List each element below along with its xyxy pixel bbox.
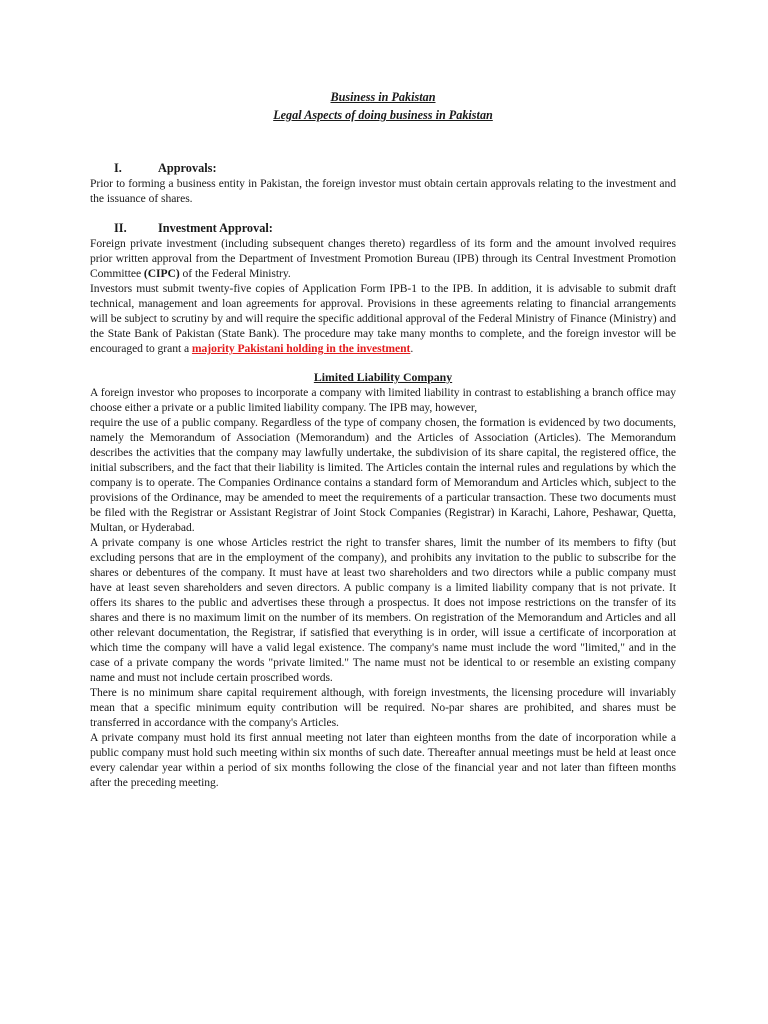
majority-holding-link[interactable]: majority Pakistani holding in the investment xyxy=(191,342,411,355)
section-number: II. xyxy=(114,221,127,235)
limited-liability-paragraph-4: A private company must hold its first annual meeting not later than eighteen months from the date of incorporation while a public company must hold such meeting within six months of such date. Thereafter annual meetings must be held at least once every calendar year within a period of six months following the close of the financial year and not later than fifteen months after the preceding meeting. xyxy=(90,731,676,789)
section-title: Approvals: xyxy=(158,161,217,175)
section-number: I. xyxy=(114,161,122,175)
investment-approval-paragraph-1 xyxy=(90,236,676,281)
paragraph-text: require the use of a public company. Regardless of the type of company chosen, the formation is evidenced by two documents, namely the Memorandum of Association (Memorandum) and the Articles of Association (Articles). The Memorandum describes the activities that the company may lawfully undertake, the subdivision of its share capital, the registered office, the initial subscribers, and the fact that their liability is limited. The Articles contain the internal rules and regulations by which the company is to operate. The Companies Ordinance contains a standard form of Memorandum and Articles which, subject to the provisions of the Ordinance, may be amended to meet the requirements of a particular transaction. These two documents must be filed with the Registrar or Assistant Registrar of Joint Stock Companies (Registrar) in Karachi, Lahore, Peshawar, Quetta, Multan, or Hyderabad. xyxy=(90,416,676,534)
section-heading-investment-approval xyxy=(90,220,676,236)
approvals-paragraph: Prior to forming a business entity in Pakistan, the foreign investor must obtain certain approvals relating to the investment and the issuance of shares. xyxy=(90,177,676,205)
investment-approval-paragraph-2 xyxy=(90,281,676,356)
paragraph-text: A foreign investor who proposes to incorporate a company with limited liability in contrast to establishing a branch office may choose either a private or a public limited liability company. The IPB may, however, xyxy=(90,386,676,414)
paragraph-text: Foreign private investment (including subsequent changes thereto) regardless of its form and the amount involved requires prior written approval from the Department of Investment Promotion Bureau (IPB) through its Central Investment Promotion Committee xyxy=(90,237,676,280)
paragraph-text: Investors must submit twenty-five copies of Application Form IPB-1 to the IPB. In addition, it is advisable to submit draft technical, management and loan agreements for approval. Provisions in these agreements relating to financial arrangements will be subject to scrutiny by and will require the specific additional approval of the Federal Ministry of Finance (Ministry) and the State Bank of Pakistan (State Bank). The procedure may take many months to complete, and the foreign investor will be encouraged to grant a xyxy=(90,282,676,355)
cipc-abbreviation: (CIPC) xyxy=(143,267,180,280)
document-page xyxy=(90,88,676,790)
limited-liability-paragraph-3: There is no minimum share capital requirement although, with foreign investments, the licensing procedure will invariably mean that a specific minimum equity contribution will be required. No-par shares are prohibited, and shares must be transferred in accordance with the company's Articles. xyxy=(90,686,676,729)
section-heading-approvals xyxy=(90,160,676,176)
section-title: Investment Approval: xyxy=(158,221,273,235)
limited-liability-paragraph-2: A private company is one whose Articles restrict the right to transfer shares, limit the number of its members to fifty (but excluding persons that are in the employment of the company), and prohibits any invitation to the public to subscribe for the shares or debentures of the company. It must have at least two shareholders and two directors while a public company must have at least seven shareholders and seven directors. A public company is a limited liability company that is not private. It offers its shares to the public and advertises these through a prospectus. It does not impose restrictions on the transfer of its shares and there is no maximum limit on the number of its members. On registration of the Memorandum and Articles and all other relevant documentation, the Registrar, if satisfied that everything is in order, will issue a certificate of incorporation at which time the company will have a valid legal existence. The company's name must include the word "limited," and in the case of a private company the words "private limited." The name must not be identical to or resemble an existing company name and must not include certain proscribed words. xyxy=(90,536,676,684)
limited-liability-paragraph-1 xyxy=(90,385,676,535)
paragraph-text: of the Federal Ministry. xyxy=(179,267,291,280)
document-subtitle: Legal Aspects of doing business in Pakistan xyxy=(273,108,493,122)
paragraph-text: . xyxy=(410,342,414,355)
limited-liability-heading: Limited Liability Company xyxy=(313,370,453,384)
document-title: Business in Pakistan xyxy=(330,90,436,104)
